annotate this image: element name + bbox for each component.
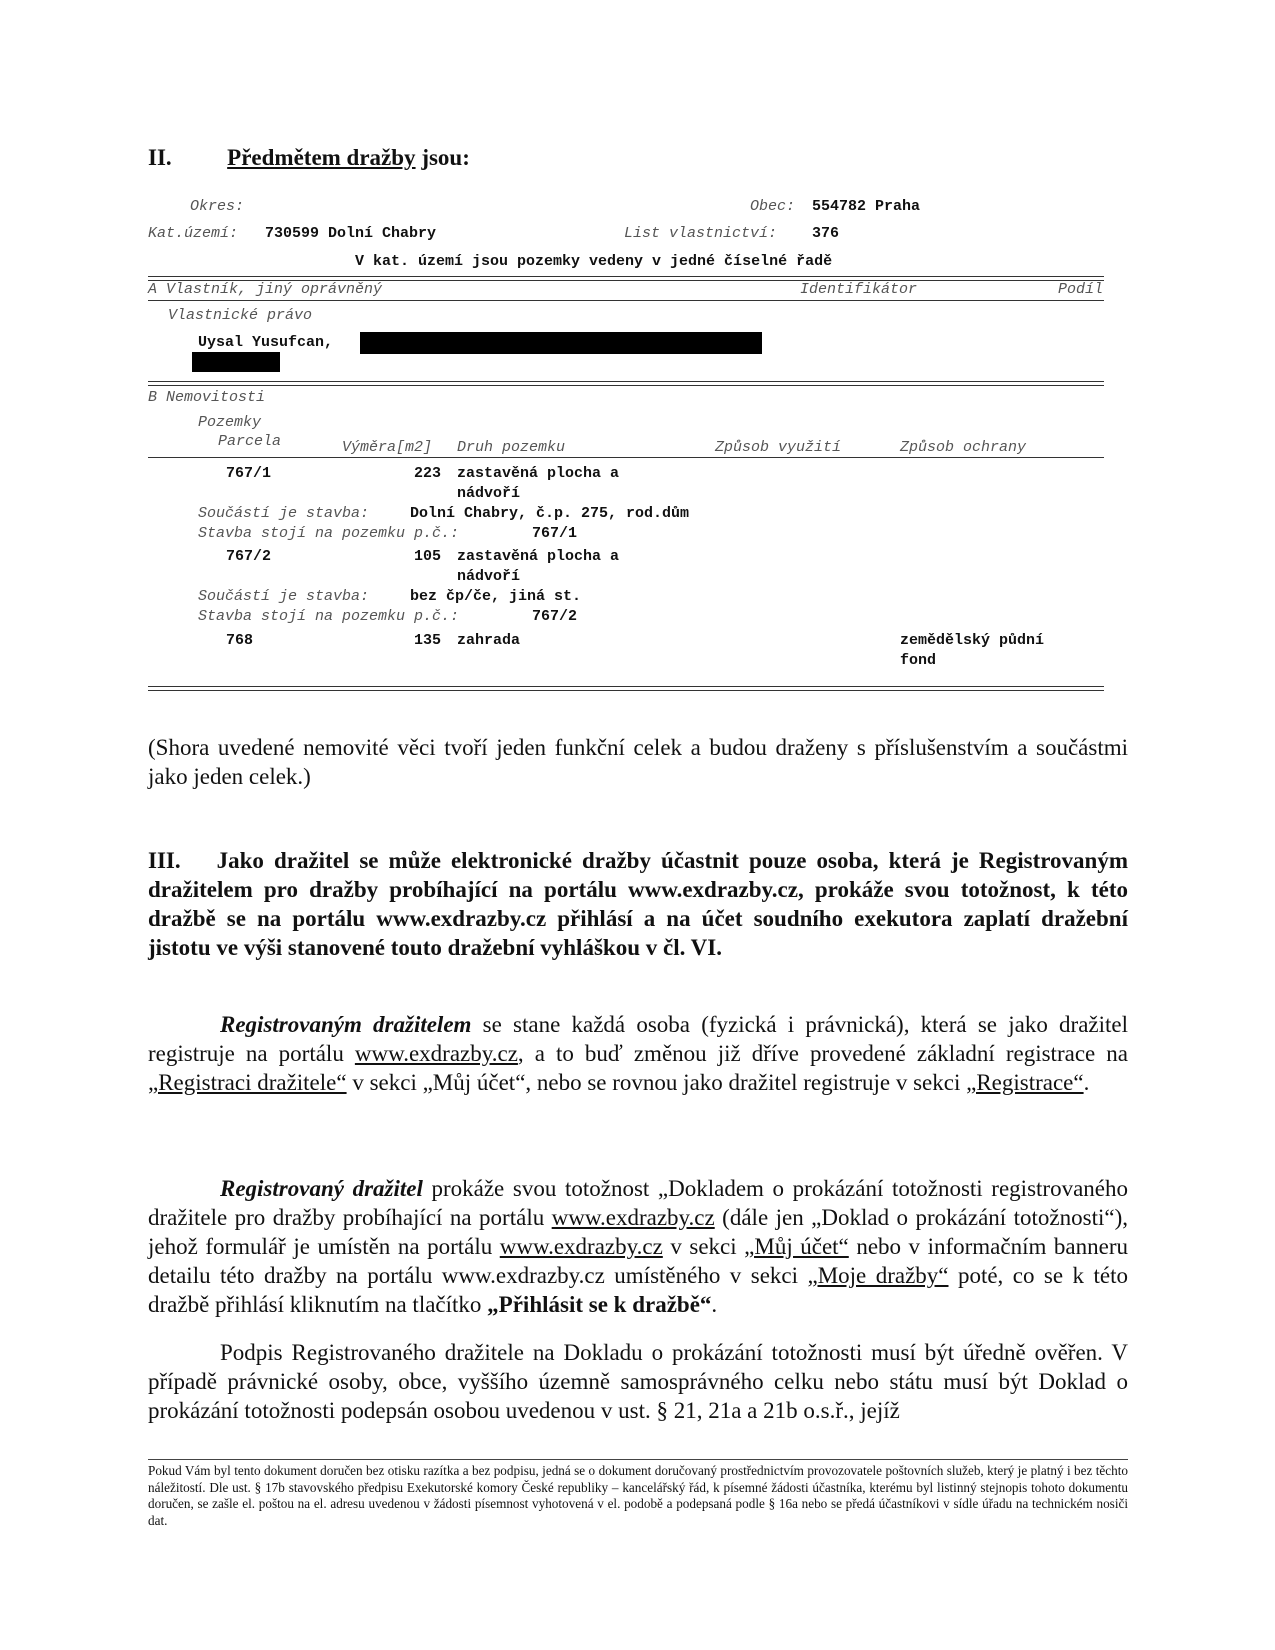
col-area: Výměra[m2]: [342, 439, 433, 456]
section-3-text: Jako dražitel se může elektronické dražby účastnit pouze osoba, která je Registrovaným dražitelem pro dražby probíhající na portálu www.exdrazby.cz, prokáže svou totožnost, k této dražbě se na portálu www.exdrazby.cz přihlásí a na účet soudního exekutora zaplatí dražební jistotu ve výši stanovené touto dražební vyhláškou v čl. VI.: [148, 848, 1128, 960]
text: .: [1083, 1070, 1090, 1095]
kat-value: 730599 Dolní Chabry: [265, 225, 437, 242]
lv-label: List vlastnictví:: [624, 225, 778, 242]
registration-bidder-link[interactable]: „Registraci dražitele“: [148, 1070, 347, 1095]
parcel-area: 105: [414, 548, 442, 565]
section-number: II.: [148, 145, 172, 170]
cadastre-note: V kat. území jsou pozemky vedeny v jedné číselné řadě: [355, 253, 833, 270]
registered-bidder-paragraph: [148, 1010, 1128, 1097]
building-stands-label: Stavba stojí na pozemku p.č.:: [198, 525, 460, 542]
exdrazby-link[interactable]: www.exdrazby.cz: [354, 1041, 518, 1066]
obec-value: 554782 Praha: [812, 198, 921, 215]
building-stands-value: 767/1: [532, 525, 578, 542]
parcel-type-cont: nádvoří: [457, 568, 521, 585]
note-paragraph: (Shora uvedené nemovité věci tvoří jeden funkční celek a budou draženy s příslušenstvím a součástmi jako jeden celek.): [148, 735, 1128, 789]
section-a-label: A Vlastník, jiný oprávněný: [148, 281, 383, 298]
text: nebo v informačním banneru detailu této dražby na portálu www.exdrazby.cz umístěného v sekci: [148, 1234, 1128, 1288]
section-title: Předmětem dražby: [227, 145, 416, 170]
building-part-label: Součástí je stavba:: [198, 588, 370, 605]
divider: [148, 381, 1104, 386]
kat-label: Kat.území:: [148, 225, 239, 242]
registered-bidder-lead: Registrovaný dražitel: [220, 1176, 423, 1201]
login-to-auction-button-label: „Přihlásit se k dražbě“: [487, 1292, 712, 1317]
my-auctions-link[interactable]: „Moje dražby“: [807, 1263, 949, 1288]
owner-name: Uysal Yusufcan,: [198, 334, 334, 351]
parcel-protection-cont: fond: [900, 652, 937, 669]
building-stands-label: Stavba stojí na pozemku p.č.:: [198, 608, 460, 625]
registered-bidder-lead: Registrovaným dražitelem: [220, 1012, 472, 1037]
section-number: III.: [148, 848, 181, 873]
okres-label: Okres:: [190, 198, 245, 215]
section-3-paragraph: [148, 846, 1128, 962]
registration-link[interactable]: „Registrace“: [966, 1070, 1084, 1095]
exdrazby-link[interactable]: www.exdrazby.cz: [499, 1234, 663, 1259]
my-account-link[interactable]: „Můj účet“: [744, 1234, 849, 1259]
signature-paragraph: Podpis Registrovaného dražitele na Dokladu o prokázání totožnosti musí být úředně ověřen. V případě právnické osoby, obce, vyššího územně samosprávného celku nebo státu musí být Doklad o prokázání totožnosti podepsán osobou uvedenou v ust. § 21, 21a a 21b o.s.ř., jejíž: [148, 1340, 1128, 1423]
redaction-bar: [192, 352, 280, 372]
obec-label: Obec:: [750, 198, 796, 215]
text: se stane každá osoba (fyzická i právnická), která se jako dražitel registruje na portálu: [148, 1012, 1128, 1066]
building-part-value: bez čp/če, jiná st.: [410, 588, 582, 605]
text: v sekci: [662, 1234, 745, 1259]
text: poté, co se k této dražbě přihlásí kliknutím na tlačítko: [148, 1263, 1128, 1317]
identifier-label: Identifikátor: [800, 281, 918, 298]
col-protect: Způsob ochrany: [900, 439, 1027, 456]
share-label: Podíl: [1058, 281, 1104, 298]
exdrazby-link[interactable]: www.exdrazby.cz: [551, 1205, 715, 1230]
ownership-right-label: Vlastnické právo: [168, 307, 313, 324]
building-part-label: Součástí je stavba:: [198, 505, 370, 522]
parcel-type-cont: nádvoří: [457, 485, 521, 502]
parcel-protection: zemědělský půdní: [900, 632, 1045, 649]
divider: [148, 686, 1104, 691]
text: prokáže svou totožnost „Dokladem o prokázání totožnosti registrovaného dražitele pro dražby probíhající na portálu: [148, 1176, 1128, 1230]
text: v sekci „Můj účet“, nebo se rovnou jako dražitel registruje v sekci: [346, 1070, 967, 1095]
divider: [148, 300, 1104, 301]
parcel-area: 135: [414, 632, 442, 649]
text: , a to buď změnou již dříve provedené základní registrace na: [517, 1041, 1128, 1066]
parcel-number: 767/1: [226, 465, 272, 482]
col-parcel: Parcela: [218, 433, 282, 450]
text: .: [711, 1292, 718, 1317]
parcel-number: 767/2: [226, 548, 272, 565]
identity-proof-paragraph: [148, 1174, 1128, 1319]
lv-value: 376: [812, 225, 840, 242]
parcel-area: 223: [414, 465, 442, 482]
footer-note: Pokud Vám byl tento dokument doručen bez otisku razítka a bez podpisu, jedná se o dokument doručovaný prostřednictvím provozovatele poštovních služeb, který je platný i bez těchto náležitostí. Dle ust. § 17b stavovského předpisu Exekutorské komory České republiky – kancelářský řád, k písemné žádosti účastníka, kterému byl listinný stejnopis tohoto dokumentu doručen, se zašle el. poštou na el. adresu uvedenou v žádosti písemnost vyhotovená v el. podobě a podepsaná podle § 16a nebo se předá účastníkovi v sídle úřadu na technickém nosiči dat.: [148, 1463, 1128, 1528]
parcel-type: zahrada: [457, 632, 521, 649]
parcel-type: zastavěná plocha a: [457, 465, 620, 482]
divider: [148, 457, 1104, 458]
building-part-value: Dolní Chabry, č.p. 275, rod.dům: [410, 505, 690, 522]
building-stands-value: 767/2: [532, 608, 578, 625]
section-title-rest: jsou:: [415, 145, 470, 170]
section-heading: [148, 145, 470, 171]
col-use: Způsob využití: [715, 439, 842, 456]
redaction-bar: [360, 332, 762, 354]
parcel-number: 768: [226, 632, 254, 649]
pozemky-label: Pozemky: [198, 414, 262, 431]
section-b-label: B Nemovitosti: [148, 389, 266, 406]
text: (dále jen „Doklad o prokázání totožnosti“), jehož formulář je umístěn na portálu: [148, 1205, 1128, 1259]
footer-divider: [148, 1459, 1128, 1460]
col-type: Druh pozemku: [457, 439, 566, 456]
parcel-type: zastavěná plocha a: [457, 548, 620, 565]
